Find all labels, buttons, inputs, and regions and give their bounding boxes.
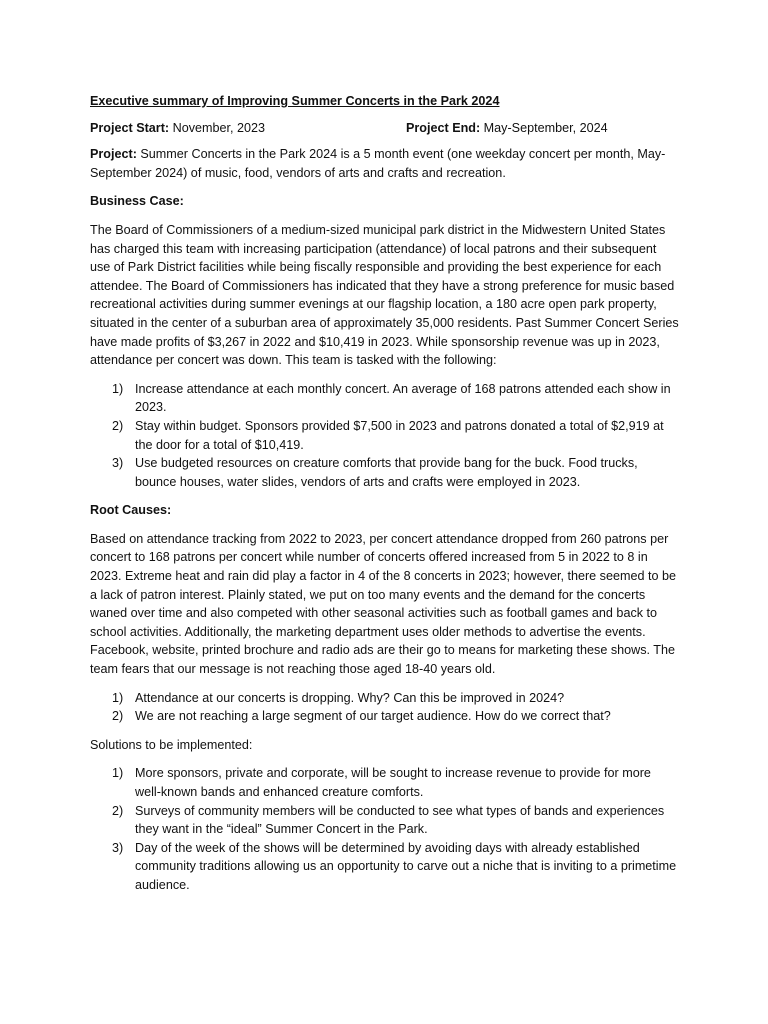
project-label: Project: bbox=[90, 147, 137, 162]
list-item bbox=[90, 689, 680, 708]
list-item bbox=[90, 707, 680, 726]
list-item-number: 2) bbox=[112, 418, 124, 433]
list-item-number: 3) bbox=[112, 456, 124, 471]
list-item-number: 2) bbox=[112, 803, 124, 818]
business-case-heading: Business Case: bbox=[90, 194, 184, 209]
root-causes-list bbox=[90, 689, 680, 726]
list-item bbox=[90, 454, 680, 491]
business-case-list bbox=[90, 380, 680, 492]
project-end bbox=[406, 119, 680, 138]
list-item bbox=[90, 839, 680, 895]
list-item-number: 1) bbox=[112, 381, 124, 396]
list-item-text: Use budgeted resources on creature comforts that provide bang for the buck. Food trucks, bounce houses, water slides, vendors of arts and crafts were employed in 2023. bbox=[135, 456, 638, 489]
solutions-list bbox=[90, 764, 680, 894]
list-item-text: Attendance at our concerts is dropping. Why? Can this be improved in 2024? bbox=[135, 690, 565, 705]
solutions-heading: Solutions to be implemented: bbox=[90, 737, 253, 752]
list-item-text: Increase attendance at each monthly concert. An average of 168 patrons attended each show in 2023. bbox=[135, 381, 671, 415]
project-start-value: November, 2023 bbox=[169, 120, 266, 135]
list-item bbox=[90, 802, 680, 839]
list-item-number: 1) bbox=[112, 766, 124, 781]
list-item bbox=[90, 764, 680, 801]
list-item-number: 3) bbox=[112, 840, 124, 855]
root-causes-paragraph: Based on attendance tracking from 2022 to 2023, per concert attendance dropped from 260 patrons per concert to 168 patrons per concert while number of concerts offered increased from 5 in 2022 to 8 in 2023. Extreme heat and rain did play a factor in 4 of the 8 concerts in 2023; however, there seemed to be a lack of patron interest. Plainly stated, we put on too many events and the demand for the concerts waned over time and also competed with other seasonal activities such as football games and back to school activities. Additionally, the marketing department uses older methods to advertise the events. Facebook, website, printed brochure and radio ads are their go to means for marketing these shows. The team fears that our message is not reaching those aged 18-40 years old. bbox=[90, 531, 676, 677]
project-description bbox=[90, 145, 680, 182]
list-item bbox=[90, 380, 680, 417]
project-start bbox=[90, 119, 406, 138]
document-page bbox=[90, 92, 680, 905]
list-item-number: 2) bbox=[112, 709, 124, 724]
list-item-number: 1) bbox=[112, 690, 124, 705]
list-item bbox=[90, 417, 680, 454]
project-text: Summer Concerts in the Park 2024 is a 5 month event (one weekday concert per month, May-September 2024) of music, food, vendors of arts and crafts and recreation. bbox=[90, 147, 666, 180]
list-item-text: More sponsors, private and corporate, will be sought to increase revenue to provide for more well-known bands and enhanced creature comforts. bbox=[135, 766, 651, 799]
list-item-text: Day of the week of the shows will be determined by avoiding days with already established community traditions allowing us an opportunity to carve out a niche that is inviting to a primetime audience. bbox=[135, 840, 677, 892]
list-item-text: We are not reaching a large segment of our target audience. How do we correct that? bbox=[135, 709, 611, 724]
list-item-text: Stay within budget. Sponsors provided $7,500 in 2023 and patrons donated a total of $2,919 at the door for a total of $10,419. bbox=[135, 418, 664, 452]
project-end-label: Project End: bbox=[406, 120, 481, 135]
document-title: Executive summary of Improving Summer Concerts in the Park 2024 bbox=[90, 94, 500, 108]
project-end-value: May-September, 2024 bbox=[480, 120, 608, 135]
business-case-paragraph: The Board of Commissioners of a medium-sized municipal park district in the Midwestern United States has charged this team with increasing participation (attendance) of local patrons and their subsequent use of Park District facilities while being fiscally responsible and providing the best experience for each attendee. The Board of Commissioners has indicated that they have a strong preference for music based recreational activities during summer evenings at our flagship location, a 180 acre open park property, situated in the center of a suburban area of approximately 35,000 residents. Past Summer Concert Series have made profits of $3,267 in 2022 and $10,419 in 2023. While sponsorship revenue was up in 2023, attendance per concert was down. This team is tasked with the following: bbox=[90, 222, 679, 368]
project-start-label: Project Start: bbox=[90, 120, 170, 135]
list-item-text: Surveys of community members will be conducted to see what types of bands and experiences they want in the “ideal” Summer Concert in the Park. bbox=[135, 803, 665, 837]
project-dates bbox=[90, 119, 680, 138]
root-causes-heading: Root Causes: bbox=[90, 503, 172, 518]
